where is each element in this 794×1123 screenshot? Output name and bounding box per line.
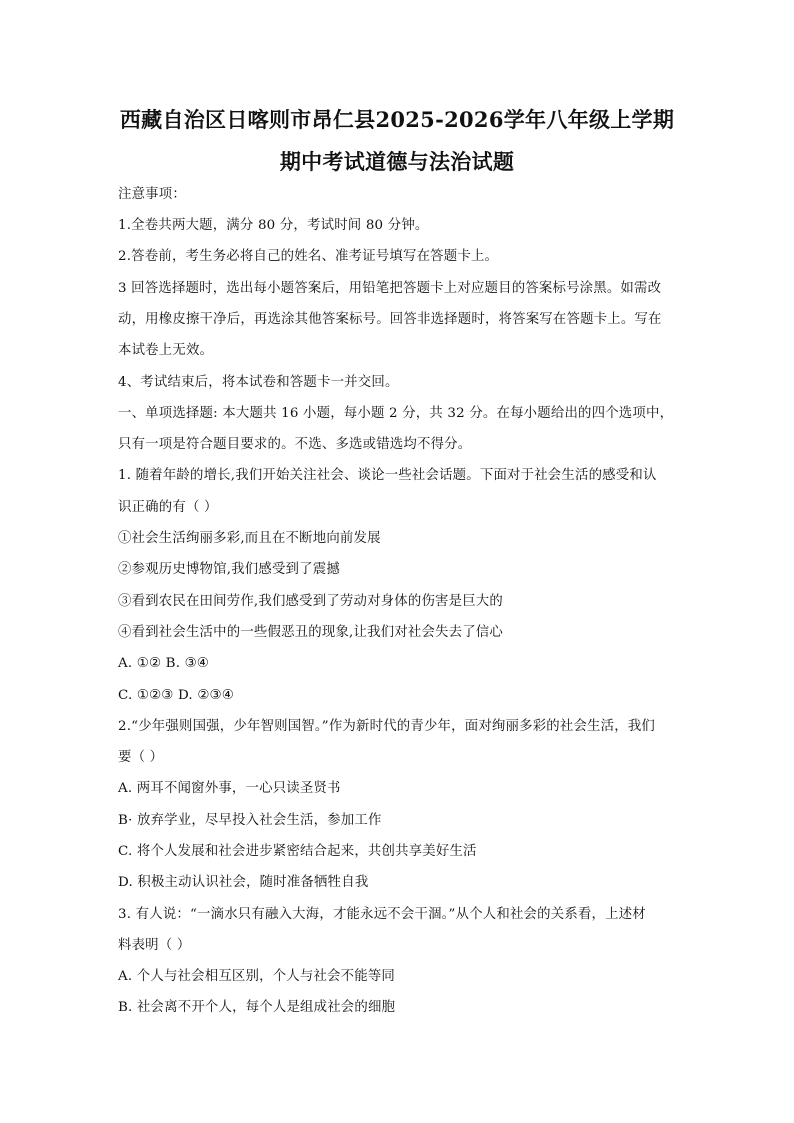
question-3-option-a: A. 个人与社会相互区别，个人与社会不能等同 [118,969,396,984]
question-2-option-a: A. 两耳不闻窗外事，一心只读圣贤书 [118,781,341,796]
question-2-option-b: B· 放弃学业，尽早投入社会生活，参加工作 [118,813,382,828]
question-2-stem-line1: 2.“少年强则国强，少年智则国智。”作为新时代的青少年，面对绚丽多彩的社会生活，我们 [118,719,656,734]
notice-item-3-line3: 本试卷上无效。 [118,343,214,358]
notice-item-4: 4、考试结束后，将本试卷和答题卡一并交回。 [118,375,399,390]
exam-title-line1: 西藏自治区日喀则市昂仁县2025-2026学年八年级上学期 [119,107,675,132]
question-1-statement-2: ②参观历史博物馆,我们感受到了震撼 [118,562,340,577]
question-3-stem-line2: 料表明（ ） [118,938,191,953]
notice-item-3-line2: 动，用橡皮擦干净后，再选涂其他答案标号。回答非选择题时，将答案写在答题卡上。写在 [118,312,662,327]
question-1-statement-4: ④看到社会生活中的一些假恶丑的现象,让我们对社会失去了信心 [118,625,503,640]
notice-heading: 注意事项： [118,187,186,202]
notice-item-2: 2.答卷前，考生务必将自己的姓名、准考证号填写在答题卡上。 [118,249,499,264]
question-2-option-d: D. 积极主动认识社会，随时准备牺牲自我 [118,875,369,890]
question-1-options-ab: A. ①② B. ③④ [118,656,210,671]
exam-title-line2: 期中考试道德与法治试题 [279,149,515,174]
question-1-stem-line2: 识正确的有（ ） [118,500,218,515]
question-3-option-b: B. 社会离不开个人，每个人是组成社会的细胞 [118,1000,396,1015]
question-1-options-cd: C. ①②③ D. ②③④ [118,688,234,703]
notice-item-3-line1: 3 回答选择题时，选出每小题答案后，用铅笔把答题卡上对应题目的答案标号涂黑。如需改 [118,281,662,296]
section-heading-line1: 一、单项选择题: 本大题共 16 小题，每小题 2 分，共 32 分。在每小题给出的四个选项中， [118,406,674,421]
question-2-stem-line2: 要（ ） [118,750,164,765]
question-1-stem-line1: 1. 随着年龄的增长,我们开始关注社会、谈论一些社会话题。下面对于社会生活的感受和认 [118,468,657,483]
question-2-option-c: C. 将个人发展和社会进步紧密结合起来，共创共享美好生活 [118,844,477,859]
question-1-statement-3: ③看到农民在田间劳作,我们感受到了劳动对身体的伤害是巨大的 [118,594,503,609]
notice-item-1: 1.全卷共两大题，满分 80 分，考试时间 80 分钟。 [118,218,429,233]
section-heading-line2: 只有一项是符合题目要求的。不选、多选或错选均不得分。 [118,437,472,452]
question-1-statement-1: ①社会生活绚丽多彩,而且在不断地向前发展 [118,531,381,546]
question-3-stem-line1: 3. 有人说：“一滴水只有融入大海，才能永远不会干涸。”从个人和社会的关系看，上述材 [118,907,646,922]
